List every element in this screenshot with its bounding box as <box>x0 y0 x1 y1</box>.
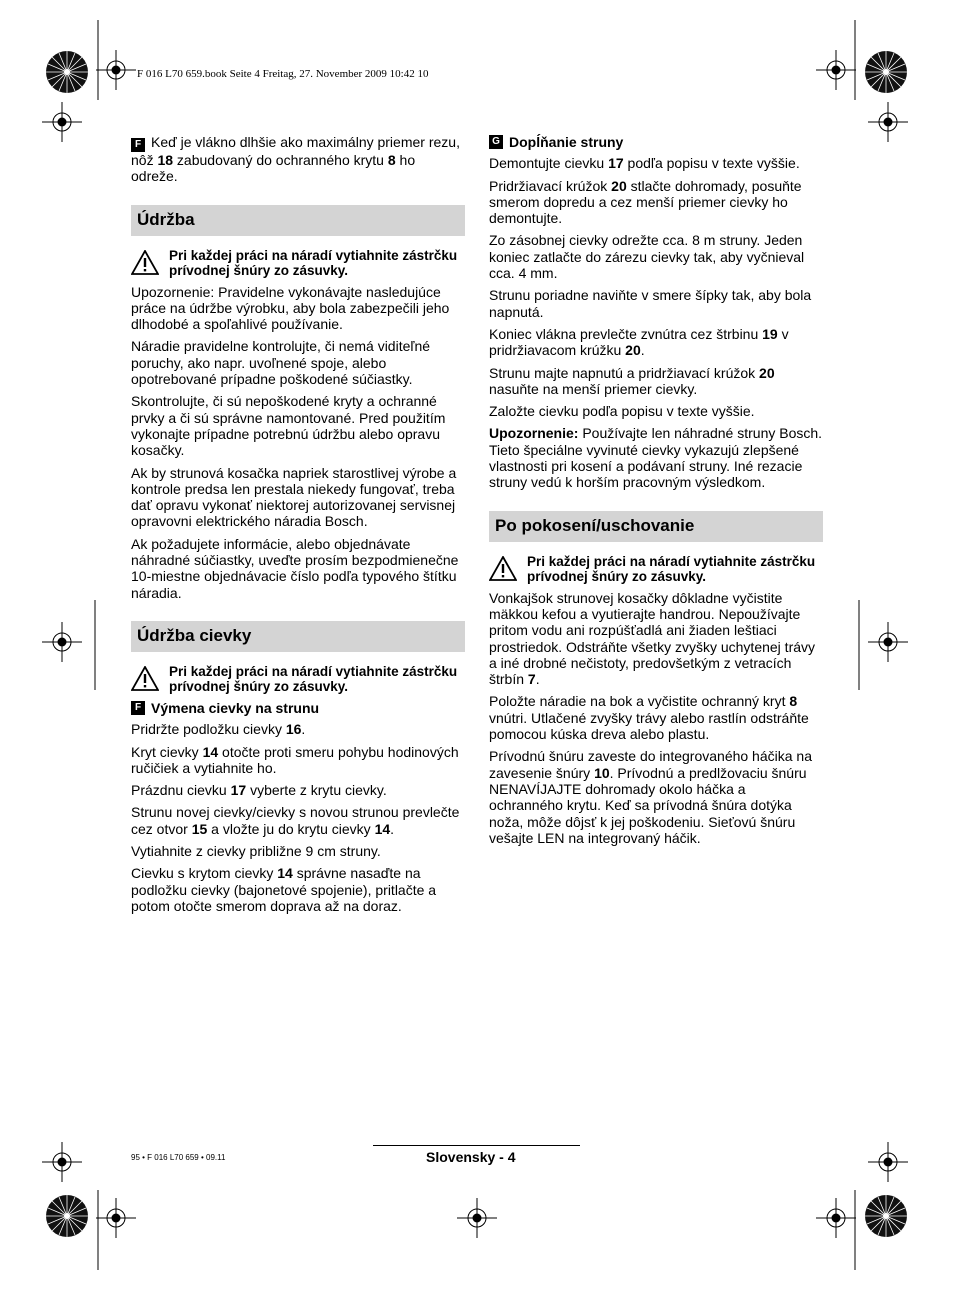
subheading-vymena-cievky <box>131 700 465 716</box>
body-paragraph: Založte cievku podľa popisu v texte vyššie. <box>489 403 755 420</box>
body-paragraph: Vonkajšok strunovej kosačky dôkladne vyčistite mäkkou kefou a vyutierajte handrou. Nepoužívajte pritom vodu ani rozpúšťadlá ani žiaden leštiaci prostriedok. Odstráňte všetky zvyšky uchytenej trávy a iné drobné nečistoty, predovšetkým z vetracích štrbín 7. <box>489 589 816 688</box>
subheading-doplnanie-struny <box>489 134 823 150</box>
intro-paragraph <box>131 134 465 185</box>
body-paragraph: Koniec vlákna prevlečte zvnútra cez štrbinu 19 v pridržiavacom krúžku 20. <box>489 325 789 359</box>
warning-block <box>131 248 465 279</box>
warning-triangle-icon <box>131 664 169 694</box>
body-paragraph: Cievku s krytom cievky 14 správne nasaďte na podložku cievky (bajonetové spojenie), pritlačte a potom otočte smerom doprava až na doraz. <box>131 865 437 914</box>
section-heading-po-pokoseni: Po pokosení/uschovanie <box>489 511 823 542</box>
warning-text: Pri každej práci na náradí vytiahnite zástrčku prívodnej šnúry zo zásuvky. <box>169 247 458 279</box>
body-paragraph: Skontrolujte, či sú nepoškodené kryty a ochranné prvky a či sú správne namontované. Pred použitím vykonajte prípadne potrebnú údržbu alebo opravu kosačky. <box>131 393 446 459</box>
body-paragraph: Strunu novej cievky/cievky s novou strunou prevlečte cez otvor 15 a vložte ju do krytu cievky 14. <box>131 804 460 837</box>
body-paragraph: Ak požadujete informácie, alebo objednávate náhradné súčiastky, uveďte prosím bezpodmienečne 10-miestne objednávacie číslo podľa typového štítku náradia. <box>131 535 459 601</box>
body-paragraph: Upozornenie: Pravidelne vykonávajte nasledujúce práce na údržbe výrobku, aby bola zabezpečili jeho dlhodobé a spoľahlivé používanie. <box>131 283 450 333</box>
body-paragraph: Strunu majte napnutú a pridržiavací krúžok 20 nasuňte na menší priemer cievky. <box>489 364 775 397</box>
figure-ref-tag: F <box>131 701 145 715</box>
footer-print-code: 95 • F 016 L70 659 • 09.11 <box>131 1153 226 1162</box>
section1-body <box>131 284 465 601</box>
figure-ref-tag: G <box>489 135 503 149</box>
body-paragraph: Kryt cievky 14 otočte proti smeru pohybu hodinových ručičiek a vytiahnite ho. <box>131 743 459 776</box>
footer-rule <box>373 1145 580 1146</box>
body-paragraph: Pridržte podložku cievky 16. <box>131 721 306 738</box>
book-header-line: F 016 L70 659.book Seite 4 Freitag, 27. November 2009 10:42 10 <box>137 68 429 80</box>
right-column <box>489 134 823 852</box>
section-heading-udrzba: Údržba <box>131 205 465 236</box>
body-paragraph: Náradie pravidelne kontrolujte, či nemá viditeľné poruchy, ako napr. uvoľnené spoje, alebo opotrebované prípadne poškodené súčiastky. <box>131 338 431 388</box>
body-paragraph: Upozornenie: Používajte len náhradné struny Bosch. Tieto špeciálne vyvinuté cievky vykazujú zlepšené vlastnosti pri kosení a podávaní struny. Iné rezacie struny vedú k horším pracovným výsledkom. <box>489 425 823 491</box>
body-paragraph: Pridržiavací krúžok 20 stlačte dohromady, posuňte smerom dopredu a cez menší priemer cievky ho demontujte. <box>489 177 802 227</box>
right-body <box>489 155 823 490</box>
warning-block <box>489 554 823 585</box>
footer-page-label: Slovensky - 4 <box>426 1149 516 1165</box>
figure-ref-tag: F <box>131 138 145 152</box>
warning-triangle-icon <box>489 554 527 584</box>
subheading-text: Výmena cievky na strunu <box>151 699 320 716</box>
subheading-text: Dopĺňanie struny <box>509 134 624 150</box>
body-paragraph: Ak by strunová kosačka napriek starostlivej výrobe a kontrole predsa len prestala niekedy fungovať, treba dať opravu vykonať niektorej autorizovanej servisnej opravovni elektrického náradia Bosch. <box>131 464 457 530</box>
section3-body <box>489 590 823 846</box>
warning-block <box>131 664 465 695</box>
warning-text: Pri každej práci na náradí vytiahnite zástrčku prívodnej šnúry zo zásuvky. <box>527 553 816 585</box>
warning-text: Pri každej práci na náradí vytiahnite zástrčku prívodnej šnúry zo zásuvky. <box>169 663 458 695</box>
warning-triangle-icon <box>131 248 169 278</box>
body-paragraph: Vytiahnite z cievky približne 9 cm struny. <box>131 843 381 860</box>
body-paragraph: Položte náradie na bok a vyčistite ochranný kryt 8 vnútri. Utlačené zvyšky trávy alebo rastlín odstráňte pomocou kúska dreva alebo plastu. <box>489 693 809 743</box>
section-heading-udrzba-cievky: Údržba cievky <box>131 621 465 652</box>
section2-body <box>131 721 465 914</box>
body-paragraph: Demontujte cievku 17 podľa popisu v texte vyššie. <box>489 155 800 172</box>
intro-text: Keď je vlákno dlhšie ako maximálny priemer rezu, nôž 18 zabudovaný do ochranného krytu 8 ho odreže. <box>131 134 460 185</box>
body-paragraph: Strunu poriadne naviňte v smere šípky tak, aby bola napnutá. <box>489 287 812 320</box>
body-paragraph: Prázdnu cievku 17 vyberte z krytu cievky. <box>131 782 387 799</box>
body-paragraph: Prívodnú šnúru zaveste do integrovaného háčika na zavesenie šnúry 10. Prívodnú a predlžovaciu šnúru NENAVÍJAJTE dohromady okolo háčka a ochranného krytu. Keď sa prívodná šnúra dotýka noža, môže dôjsť k jej poškodeniu. Sieťovú šnúru vešajte LEN na integrovaný háčik. <box>489 748 812 846</box>
left-column <box>131 134 465 920</box>
body-paragraph: Zo zásobnej cievky odrežte cca. 8 m struny. Jeden koniec zatlačte do zárezu cievky tak, aby vyčnieval cca. 4 mm. <box>489 232 805 282</box>
